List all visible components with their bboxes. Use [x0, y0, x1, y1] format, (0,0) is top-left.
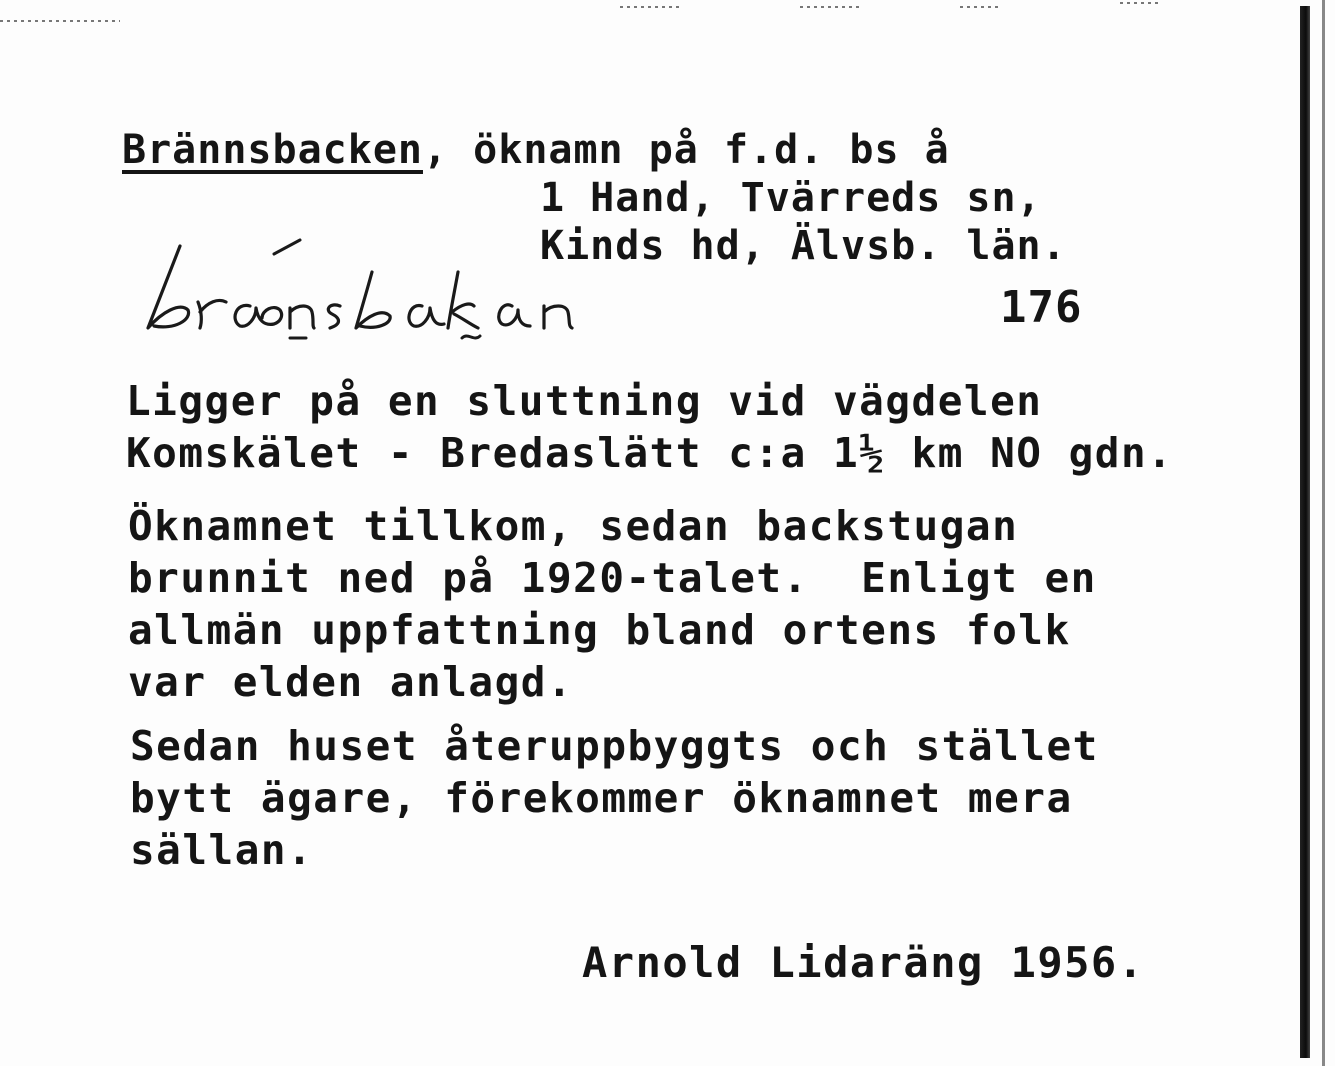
scan-noise: [1120, 2, 1160, 4]
handwritten-phonetic-transcription: [140, 232, 610, 352]
current-use-line: Sedan huset återuppbyggts och stället: [130, 722, 1099, 770]
scan-noise: [620, 6, 680, 8]
card-edge-shadow: [1300, 6, 1310, 1058]
signature-line: Arnold Lidaräng 1956.: [582, 938, 1145, 987]
origin-line: var elden anlagd.: [128, 658, 574, 706]
origin-paragraph: [128, 500, 1097, 708]
origin-line: Öknamnet tillkom, sedan backstugan: [128, 502, 1019, 550]
headword: Brännsbacken: [122, 127, 423, 173]
current-use-line: bytt ägare, förekommer öknamnet mera: [130, 774, 1073, 822]
card-edge-line: [1322, 0, 1325, 1066]
current-use-paragraph: [130, 720, 1099, 876]
header-line-2: 1 Hand, Tvärreds sn,: [540, 175, 1042, 221]
current-use-line: sällan.: [130, 826, 314, 874]
scan-noise: [800, 6, 860, 8]
origin-line: allmän uppfattning bland ortens folk: [128, 606, 1071, 654]
location-line: Ligger på en sluttning vid vägdelen: [126, 377, 1043, 425]
location-paragraph: [126, 375, 1173, 479]
header-line-1: [122, 126, 950, 174]
header-line-3: Kinds hd, Älvsb. län.: [540, 223, 1067, 269]
location-line: Komskälet - Bredaslätt c:a 1½ km NO gdn.: [126, 429, 1174, 477]
origin-line: brunnit ned på 1920-talet. Enligt en: [128, 554, 1097, 602]
card-number: 176: [1000, 282, 1083, 333]
scan-noise: [0, 20, 120, 22]
header-text-1: , öknamn på f.d. bs å: [422, 127, 950, 173]
scan-noise: [960, 6, 1000, 8]
